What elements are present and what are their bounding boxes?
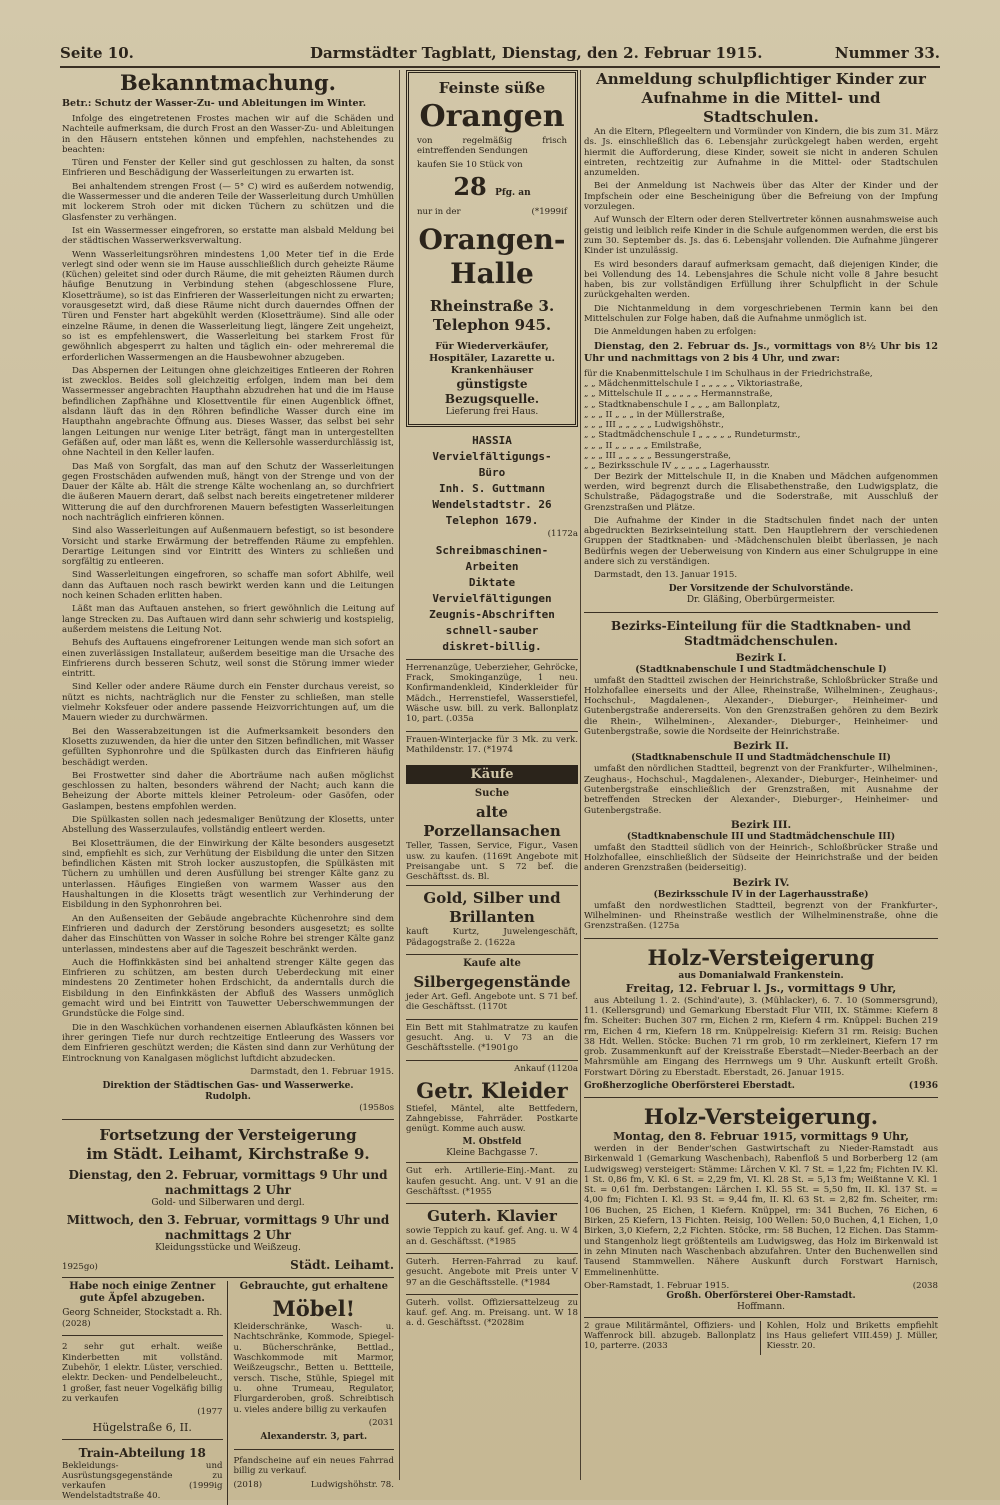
notice-subject: Betr.: Schutz der Wasser-Zu- und Ableitungen im Winter. — [62, 98, 367, 109]
ad-apples-name: Georg Schneider, Stockstadt a. Rh. — [62, 1308, 223, 1319]
ad-clothes-ankauf: Ankauf (1120a — [514, 1063, 578, 1074]
wood-auction-1-title: Holz-Versteigerung — [647, 944, 875, 970]
ad-oranges-resellers: Für Wiederverkäufer, Hospitäler, Lazarette u. Krankenhäuser — [429, 340, 555, 376]
ad-apples-title: Habe noch einige Zentner gute Äpfel abzugeben. — [69, 1281, 216, 1305]
ad-pawn-code: (2018) — [233, 1479, 263, 1490]
ad-oranges-phone: Telephon 945. — [432, 315, 552, 334]
notice-paragraph: Läßt man das Auftauen anstehen, so friert gewöhnlich die Leitung auf lange Strecken zu. Das Auftauen wird dann sehr schwierig und kostspielig, außerdem meistens die Leitung Not. — [62, 604, 394, 635]
school-notice-body — [584, 127, 938, 338]
hassia-line-6: Telephon 1679. — [445, 513, 539, 527]
notice-paragraph: Türen und Fenster der Keller sind gut geschlossen zu halten, da sonst Einfrieren und Beschädigung der Wasserleitungen zu erwarten ist. — [62, 158, 394, 179]
ad-jacket-text: Frauen-Winterjacke für 3 Mk. zu verk. Mathildenstr. 17. (*1974 — [406, 734, 578, 755]
ad-oranges-line3: nur in der — [417, 206, 461, 217]
district-schools: (Stadtknabenschule I und Stadtmädchenschule I) — [635, 664, 887, 675]
ad-gold-text: kauft Kurtz, Juwelengeschäft, Pädagogstraße 2. (1622a — [406, 927, 578, 948]
paper-title-date: Darmstädter Tagblatt, Dienstag, den 2. Februar 1915. — [310, 44, 763, 62]
ad-furniture — [234, 1281, 395, 1505]
district-name: Bezirk II. — [733, 740, 789, 753]
ad-oranges-shop: Orangen-Halle — [418, 222, 566, 290]
ad-silver-pre: Kaufe alte — [463, 958, 521, 970]
notice-code: (1958os — [359, 1103, 394, 1114]
ad-saddle — [406, 1294, 578, 1335]
notice-paragraph: Auch die Hoffinkkästen sind bei anhaltend strenger Kälte gegen das Einfrieren zu schützen, am besten durch Ueberdeckung mit einer mindestens 20 Zentimeter hohen Erdschicht, da anderntalls durch die Eisbildung in den Einfinkkästen der Abfluß des Wassers unmöglich gemacht wird und bei Eintritt von Tauwetter Ueberschwemmungen der Grundstücke die Folge sind. — [62, 957, 394, 1020]
wood-auction-1-code: (1936 — [908, 1081, 938, 1091]
hassia-line-2: Vervielfältigungs- — [432, 449, 552, 463]
ad-furniture-address: Alexanderstr. 3, part. — [260, 1432, 368, 1443]
ad-furniture-pre: Gebrauchte, gut erhaltene — [239, 1281, 388, 1293]
district-text: umfaßt den Stadtteil zwischen der Heinrichstraße, Schloßbrücker Straße und Holzhofallee einerseits und der Allee, Rheinstraße, Wilhelminen-, Zeughaus-, Hochschul-, Magdalenen-, Alexander-, Dieburger-, Heinheimer- und Gutenbergstraße andererseits. Von den Grenzstraßen gehören zu dem Bezirk die Rhein-, Wilhelminen-, Alexander-, Dieburger-, Heinheimer- und Gutenbergstraße, sowie die Nordseite der Heinrichstraße. — [584, 675, 938, 738]
district-title: Bezirks-Einteilung für die Stadtknaben- und Stadtmädchenschulen. — [611, 618, 911, 648]
auction-goods-1: Gold- und Silberwaren und dergl. — [151, 1198, 305, 1209]
notice-signatory: Rudolph. — [205, 1092, 251, 1103]
notice-paragraph: Die Spülkasten sollen nach jedesmaliger Benützung der Klosetts, unter Abstellung des Wasserzulaufes, vollständig entleert werden. — [62, 815, 394, 836]
school-list-item: „ „ „ II „ „ „ in der Müllerstraße, — [584, 409, 725, 420]
ad-oranges-line2: kaufen Sie 10 Stück von — [417, 159, 523, 170]
auction-code: 1925go) — [62, 1262, 98, 1273]
masthead — [60, 44, 940, 66]
school-list-item: „ „ Stadtknabenschule I „ „ „ am Ballonplatz, — [584, 399, 781, 410]
ad-beds-text: 2 sehr gut erhalt. weiße Kinderbetten mit vollständ. Zubehör, 1 elektr. Lüster, verschied. elektr. Decken- und Pendelbeleucht., 1 großer, fast neuer Vogelkäfig billig zu verkaufen — [62, 1342, 223, 1404]
section-kaeufe: Käufe — [406, 765, 578, 784]
page-number: Seite 10. — [60, 44, 134, 62]
ad-beds-address: Hügelstraße 6, II. — [92, 1420, 192, 1434]
ad-suits-text: Herrenanzüge, Ueberzieher, Gehröcke, Frack, Smokinganzüge, 1 neu. Konfirmandenkleid, Kinderkleider für Mädch., Herrenstiefel, Wasserstiefel, Wäsche usw. bill. zu verk. Ballonplatz 10, part. (.035a — [406, 662, 578, 725]
ad-hassia — [406, 433, 578, 655]
ad-coal — [767, 1321, 939, 1355]
ad-oranges-delivery: Lieferung frei Haus. — [445, 406, 539, 417]
wood-auction-2-title: Holz-Versteigerung. — [643, 1104, 879, 1129]
district-schools: (Bezirksschule IV in der Lagerhausstraße) — [653, 889, 869, 900]
ad-clothes — [406, 1060, 578, 1163]
notice-paragraph: Bei den Wasserabzeitungen ist die Aufmerksamkeit besonders den Klosetts zuzuwenden, da hier die unter den Sitzen befindlichen, mit Wasser gefüllten Syphonrohre und die Spülkasten durch das Einfrieren häufig beschädigt werden. — [62, 726, 394, 768]
notice-signature: Direktion der Städtischen Gas- und Wasserwerke. — [102, 1081, 354, 1092]
district-schools: (Stadtknabenschule III und Stadtmädchenschule III) — [626, 831, 896, 842]
column-separator-2 — [580, 70, 581, 1480]
notice-body — [62, 114, 394, 1064]
masthead-rule — [60, 66, 940, 68]
ad-apples-code: (2028) — [62, 1319, 91, 1330]
ad-beds-code: (1977 — [197, 1407, 223, 1418]
school-schedule: Dienstag, den 2. Februar ds. Js., vormittags von 8½ Uhr bis 12 Uhr und nachmittags von 2 bis 4 Uhr, und zwar: — [584, 340, 938, 364]
ad-oranges-title: Orangen — [419, 99, 565, 134]
column-separator-1 — [399, 70, 400, 1480]
ad-piano-text: sowie Teppich zu kauf. gef. Ang. u. W 4 an d. Geschäftsst. (*1985 — [406, 1226, 578, 1247]
school-paragraph: Die Anmeldungen haben zu erfolgen: — [594, 327, 757, 338]
school-notice-date: Darmstadt, den 13. Januar 1915. — [594, 570, 738, 581]
ad-pawn-text: Pfandscheine auf ein neues Fahrrad billig zu verkauf. — [233, 1456, 394, 1477]
notice-paragraph: Bei Klosetträumen, die der Einwirkung der Kälte besonders ausgesetzt sind, empfiehlt es sich, zur Verhütung der Eisbildung die unter den Sitzen befindlichen Kästen mit Stroh locker auszustopfen, die Spülkästen mit Tüchern zu umhüllen und deren Ausfüllung bei strenger Kälte ganz zu unterlassen. Häufiges Eingießen von warmem Wasser aus den Haushaltungen in die Klosetts trägt wesentlich zur Verhinderung der Eisbildung in den Syphonrohren bei. — [62, 838, 394, 911]
auction-signature: Städt. Leihamt. — [290, 1258, 394, 1273]
ad-furniture-text: Kleiderschränke, Wasch- u. Nachtschränke, Kommode, Spiegel- u. Bücherschränke, Bettlad., Waschkommode mit Marmor, Weißzeugschr., Betten u. Bettteile, versch. Tische, Stühle, Spiegel mit u. ohne Trumeau, Regulator, Flurgarderoben, groß. Schreibtisch u. vieles andere billig zu verkaufen — [233, 1322, 394, 1415]
ad-porcelain-pre: Suche — [474, 788, 510, 800]
school-list-item: für die Knabenmittelschule I im Schulhaus in der Friedrichstraße, — [584, 368, 873, 379]
auction-day-2: Mittwoch, den 3. Februar, vormittags 9 Uhr und nachmittags 2 Uhr — [66, 1213, 390, 1243]
school-paragraph: Die Aufnahme der Kinder in die Stadtschulen findet nach der unten abgedruckten Bezirkseinteilung statt. Den Hauptlehrern der verschiedenen Gruppen der Stadtknaben- und -Mädchenschulen bleibt überlassen, je nach Bedürfnis wegen der Ueberweisung von Kindern aus einer Schulgruppe in eine andere sich zu verständigen. — [584, 515, 938, 567]
hassia-line-1: HASSIA — [472, 433, 512, 447]
ad-coal-text: Kohlen, Holz und Briketts empfiehlt ins Haus geliefert VIII.459) J. Müller, Kiesstr. 20. — [766, 1320, 938, 1352]
auction-goods-2: Kleidungsstücke und Weißzeug. — [155, 1243, 301, 1254]
wood-auction-2-sign2: Hoffmann. — [736, 1301, 785, 1312]
ad-porcelain-text: Teller, Tassen, Service, Figur., Vasen usw. zu kaufen. (1169t Angebote mit Preisangabe unt. S 72 bef. die Geschäftsst. ds. Bl. — [406, 841, 578, 883]
ad-clothes-address: Kleine Bachgasse 7. — [446, 1148, 538, 1159]
ad-oranges-cheap: günstigste Bezugsquelle. — [444, 376, 540, 406]
school-notice-title: Anmeldung schulpflichtiger Kinder zur Aufnahme in die Mittel- und Stadtschulen. — [596, 70, 926, 126]
notice-paragraph: Wenn Wasserleitungsröhren mindestens 1,00 Meter tief in die Erde verlegt sind oder wenn sie im Hause ausschließlich durch geheizte Räume (Küchen) geleitet sind oder durch Räume, die mit geheizten Räumen durch häufige Benutzung in Verbindung stehen (abgeschlossene Flure, Klosetträume), so ist das Einfrieren der Wasserleitungen nicht zu erwarten; vorausgesetzt wird, daß diese Räume nicht durch dauerndes Offnen der Türen und Fenster hart abgekühlt werden (Klosetträume). Sind alle oder einzelne Räume, in denen die Wasserleitung liegt, längere Zeit ungeheizt, so ist es empfehlenswert, die Wasserleitung bei starkem Frost für gewöhnlich abgesperrt zu halten und täglich ein- oder mehreremal die erforderlichen Wassermengen an die Hausbewohner abzugeben. — [62, 249, 394, 363]
ad-piano-title: Guterh. Klavier — [427, 1207, 557, 1226]
notice-paragraph: Sind Wasserleitungen eingefroren, so schaffe man sofort Abhilfe, weil dann das Auftauen noch rasch bewirkt werden kann und die Leitungen noch keinen Schaden erlitten haben. — [62, 570, 394, 602]
school-list-item: „ „ Bezirksschule IV „ „ „ „ „ Lagerhausstr. — [584, 461, 770, 472]
ad-furniture-code: (2031 — [368, 1417, 394, 1428]
ad-bed-text: Ein Bett mit Stahlmatratze zu kaufen gesucht. Ang. u. V 73 an die Geschäftsstelle. (*1901go — [406, 1022, 578, 1054]
hassia-line-7: Schreibmaschinen- — [435, 543, 549, 557]
district-name: Bezirk I. — [735, 651, 787, 664]
notice-paragraph: Infolge des eingetretenen Frostes machen wir auf die Schäden und Nachteile aufmerksam, die durch Frost an den Wasser-Zu- und Ableitungen in den Häusern entstehen können und empfehlen, nachstehendes zu beachten: — [62, 114, 394, 155]
district-list — [584, 652, 938, 932]
bottom-ads-row — [584, 1317, 938, 1355]
hassia-line-9: Diktate — [468, 575, 516, 589]
school-paragraph: Bei der Anmeldung ist Nachweis über das Alter der Kinder und der Impfschein oder eine Bescheinigung über die Befreiung von der Impfung vorzulegen. — [584, 181, 938, 213]
district-name: Bezirk III. — [730, 818, 792, 831]
ad-bed — [406, 1019, 578, 1060]
ad-clothes-text: Stiefel, Mäntel, alte Bettfedern, Zahngebisse, Fahrräder. Postkarte genügt. Komme auch ausw. — [406, 1103, 578, 1135]
ad-oranges-price-unit: Pfg. an — [495, 187, 531, 198]
notice-paragraph: Das Maß von Sorgfalt, das man auf den Schutz der Wasserleitungen gegen Frostschäden aufwenden muß, hängt von der Strenge und von der Dauer der Kälte ab. Hält die strenge Kälte wochenlang an, so durchfriert die äußeren Mauern derart, daß selbst nach bereits eingetretener milderer Witterung die auf den durchfrorenen Mauern befestigten Wasserleitungen noch nachträglich einfrieren können. — [62, 461, 394, 523]
ad-silver-title: Silbergegenstände — [413, 973, 571, 992]
ad-furniture-title: Möbel! — [272, 1296, 355, 1322]
district-name: Bezirk IV. — [732, 876, 790, 889]
notice-paragraph: Bei anhaltendem strengen Frost (— 5° C) wird es außerdem notwendig, die Wassermesser und die anderen Teile der Wasserleitung durch Umhüllen mit lockerem Stroh oder mit dicken Tüchern zu schützen und die Glasfenster zu verhängen. — [62, 181, 394, 223]
notice-paragraph: An den Außenseiten der Gebäude angebrachte Küchenrohre sind dem Einfrieren und dadurch der Zerstörung besonders ausgesetzt; es sollte daher das Einschütten von Wasser in solche Rohre bei strenger Kälte ganz unterlassen, mindestens aber auf die Tageszeit beschränkt werden. — [62, 913, 394, 955]
school-paragraph: Es wird besonders darauf aufmerksam gemacht, daß diejenigen Kinder, die bei Vollendung des 14. Lebensjahres die Schule nicht volle 8 Jahre besucht haben, bis zur vollständigen Erfüllung ihrer Schulpflicht in der Schule zurückgehalten werden. — [584, 259, 938, 301]
ad-porcelain-title: alte Porzellansachen — [423, 803, 561, 841]
ad-silver-text: jeder Art. Gefl. Angebote unt. S 71 bef. die Geschäftsst. (1170t — [406, 992, 578, 1013]
hassia-line-11: Zeugnis-Abschriften — [429, 607, 555, 621]
auction-day-1: Dienstag, den 2. Februar, vormittags 9 Uhr und nachmittags 2 Uhr — [68, 1168, 388, 1198]
ad-apples-and-more — [62, 1281, 228, 1505]
ad-oranges-pre: Feinste süße — [438, 79, 546, 97]
school-list — [584, 369, 938, 472]
column-right — [584, 70, 938, 1480]
wood-auction-2-date2: Ober-Ramstadt, 1. Februar 1915. — [584, 1280, 730, 1291]
school-paragraph: Der Bezirk der Mittelschule II, in die Knaben und Mädchen aufgenommen werden, wird begrenzt durch die Elisabethenstraße, den Ludwigsplatz, die Schulstraße, Pädagogstraße und die Soderstraße, mit Ausschluß der Grenzstraßen und Plätze. — [584, 471, 938, 513]
notice-title: Bekanntmachung. — [120, 70, 336, 95]
school-board: Der Vorsitzende der Schulvorstände. — [668, 583, 854, 594]
wood-auction-2-sign: Großh. Oberförsterei Ober-Ramstadt. — [666, 1290, 856, 1301]
school-paragraph: Die Nichtanmeldung in dem vorgeschriebenen Termin kann bei den Mittelschulen zur Folge haben, daß die Aufnahme unmöglich ist. — [584, 303, 938, 325]
ad-silver — [406, 954, 578, 1019]
notice-paragraph: Die in den Waschküchen vorhandenen eisernen Ablaufkästen können bei ihrer geringen Tiefe nur durch rechtzeitige Entleerung des Wassers vor dem Einfrieren geschützt werden; die Kästen sind dann zur Verhütung der Eintrocknung von Kanalgasen möglichst luftdicht abzudecken. — [62, 1022, 394, 1064]
hassia-line-4: Inh. S. Guttmann — [439, 481, 545, 495]
wood-auction-2-date: Montag, den 8. Februar 1915, vormittags 9 Uhr, — [613, 1130, 909, 1143]
ad-artillery-coat — [406, 1162, 578, 1203]
district-text: umfaßt den Stadtteil südlich von der Heinrich-, Schloßbrücker Straße und Holzhofallee, einschließlich der Südseite der Heinrichstraße und der beiden anderen Grenzstraßen (beiderseitig). — [584, 842, 938, 874]
hassia-line-12: schnell-sauber — [445, 623, 539, 637]
school-list-item: „ „ „ III „ „ „ „ „ Ludwigshöhstr., — [584, 420, 724, 431]
school-list-item: „ „ „ III „ „ „ „ „ Bessungerstraße, — [584, 451, 732, 462]
ad-bicycle-text: Guterh. Herren-Fahrrad zu kauf. gesucht. Angebote mit Preis unter V 97 an die Geschäftsstelle. (*1984 — [406, 1256, 578, 1288]
district-text: umfaßt den nördlichen Stadtteil, begrenzt von der Frankfurter-, Wilhelminen-, Zeughaus-, Hochschul-, Magdalenen-, Alexander-, Dieburger-, Heinheimer- und Gutenbergstraße einschließlich der Grenzstraßen, mit Ausnahme der betreffenden Strecken der Alexander-, Dieburger-, Heinheimer- und Gutenbergstraße. — [584, 764, 938, 816]
ad-train-text: Bekleidungs- und Ausrüstungsgegenstände zu verkaufen (1999ig Wendelstadtstraße 40. — [62, 1460, 223, 1502]
district-text: umfaßt den nordwestlichen Stadtteil, begrenzt von der Frankfurter-, Wilhelminen- und Rheinstraße westlich der Wilhelminenstraße, ohne die Grenzstraßen. (1275a — [584, 900, 938, 932]
wood-auction-2-text: werden in der Bender'schen Gastwirtschaft zu Nieder-Ramstadt aus Birkenwald 1 (Gemarkung Waschenbach), Rabenfloß 5 und Borberberg 12 (am Ludwigsweg) versteigert: Stämme: Lärchen V. Kl. 7 St. = 1,22 fm; Fichten IV. Kl. 1 St. 0,86 fm, V. Kl. 6 St. = 2,29 fm, VI. Kl. 28 St. = 5,13 fm; Weißtanne V. Kl. 1 St. = 0,61 fm. Derbstangen: Lärchen I. Kl. 55 St. = 5,50 fm, II. Kl. 137 St. = 4,00 fm; Fichten I. Kl. 93 St. = 9,44 fm, II. Kl. 63 St. = 2,82 fm. Scheiter, rm: 106 Buchen, 25 Eichen, 1 Kiefern. Knüppel, rm: 341 Buchen, 76 Eichen, 6 Birken, 25 Kiefern, 13 Fichten. Reisig, 100 Wellen: 50,0 Buchen, 4,1 Eichen, 1,0 Birken, 3,0 Kiefern, 2,2 Fichten. Stöcke, rm: 58 Buchen, 12 Eichen. Das Stamm- und Stangenholz liegt größtenteils am Ludwigsweg, das Holz im Birkenwald ist in zehn Minuten nach Waschenbach abzufahren. Unter den Buchenwellen sind Tausend Stammwellen. Nähere Auskunft durch Forstwart Harnisch, Emmelinenhütte. — [584, 1144, 938, 1278]
notice-paragraph: Sind also Wasserleitungen auf Außenmauern befestigt, so ist besondere Vorsicht und starke Erwärmung der betreffenden Räume zu empfehlen. Derartige Leitungen sind vor Eintritt des Winters zu schließen und sorgfältig zu entleeren. — [62, 526, 394, 568]
ad-train-title: Train-Abteilung 18 — [78, 1445, 206, 1460]
school-mayor: Dr. Gläßing, Oberbürgermeister. — [686, 594, 836, 605]
ad-oranges-street: Rheinstraße 3. — [429, 296, 555, 315]
auction-title: Fortsetzung der Versteigerung — [99, 1126, 357, 1145]
wood-auction-1-text: aus Abteilung 1. 2. (Schind'aute), 3. (Mühlacker), 6. 7. 10 (Sommersgrund), 11. (Kellersgrund) und Gemarkung Eberstadt Flur VIII, IX. Stämme: Kiefern 8 fm. Scheiter: Buchen 307 rm, Eichen 2 rm, Kiefern 4 rm. Knüppel: Buchen 219 rm, Eichen 4 rm, Kiefern 18 rm. Knüppelreisig: Kiefern 31 rm. Reisig: Buchen 38 Hdt. Wellen. Stöcke: Buchen 71 rm grob, 10 rm zerkleinert, Kiefern 17 rm grob. Zusammenkunft auf der Kreisstraße Eberstadt—Nieder-Beerbach an der Mahrsmühle am Eingang des Herrnwegs um 9 Uhr. Auskunft erteilt Großh. Forstwart Döring zu Eberstadt. Eberstadt, 26. Januar 1915. — [584, 995, 938, 1078]
ad-oranges-price: 28 — [453, 171, 487, 201]
column-middle — [406, 70, 578, 1480]
ad-saddle-text: Guterh. vollst. Offiziersattelzeug zu kauf. gef. Ang. m. Preisang. unt. W 18 a. d. Geschäftsst. (*2028im — [406, 1297, 578, 1329]
ad-oranges-line1: von regelmäßig frisch eintreffenden Sendungen — [417, 136, 567, 157]
ad-artillery-text: Gut erh. Artillerie-Einj.-Mant. zu kaufen gesucht. Ang. unt. V 91 an die Geschäftsst. (*1955 — [406, 1166, 578, 1198]
ad-pawn-address: Ludwigshöhstr. 78. — [310, 1479, 394, 1490]
auction-place: im Städt. Leihamt, Kirchstraße 9. — [86, 1145, 370, 1164]
notice-paragraph: Bei Frostwetter sind daher die Aborträume nach außen möglichst geschlossen zu halten, besonders während der Nacht; auch kann die Beheizung der Aborte mittels kleiner Petroleum- oder Gasöfen, oder Gaslampen, bestens empfohlen werden. — [62, 770, 394, 812]
ad-gold — [406, 885, 578, 954]
notice-paragraph: Behufs des Auftauens eingefrorener Leitungen wende man sich sofort an einen zuverlässigen Installateur, außerdem beseitige man die Ursache des Einfrierens durch besseren Schutz, weil sonst die Störung immer wieder eintritt. — [62, 638, 394, 680]
hassia-line-3: Büro — [478, 465, 506, 479]
hassia-line-10: Vervielfältigungen — [432, 591, 552, 605]
school-paragraph: Auf Wunsch der Eltern oder deren Stellvertreter können ausnahmsweise auch geistig und leiblich reife Kinder in die Schule aufgenommen werden, die erst bis zum 30. September ds. Js. das 6. Lebensjahr vollenden. Die Aufnahme jüngerer Kinder ist unzulässig. — [584, 215, 938, 257]
wood-auction-1-date: Freitag, 12. Februar l. Js., vormittags 9 Uhr, — [625, 981, 897, 995]
school-list-item: „ „ Stadtmädchenschule I „ „ „ „ „ Rundeturmstr., — [584, 430, 801, 441]
ad-oranges-box — [406, 70, 578, 427]
hassia-line-8: Arbeiten — [465, 559, 519, 573]
ad-clothes-name: M. Obstfeld — [462, 1137, 522, 1148]
wood-auction-2-code: (2038 — [912, 1280, 938, 1291]
notice-paragraph: Sind Keller oder andere Räume durch ein Fenster durchaus vereist, so nützt es nichts, nachträglich nur die Fenster zu schließen, man stelle vielmehr Koksfeuer oder andere passende Heizvorrichtungen auf, um die Mauern wieder zu durchwärmen. — [62, 682, 394, 724]
hassia-line-5: Wendelstadtstr. 26 — [432, 497, 552, 511]
notice-paragraph: Ist ein Wassermesser eingefroren, so erstatte man alsbald Meldung bei der städtischen Wasserwerksverwaltung. — [62, 225, 394, 247]
wood-auction-1-sub: aus Domanialwald Frankenstein. — [678, 970, 844, 981]
ad-oranges-code: (*1999if — [531, 206, 567, 217]
ad-gold-title: Gold, Silber und Brillanten — [423, 889, 561, 927]
district-schools: (Stadtknabenschule II und Stadtmädchenschule II) — [631, 753, 891, 764]
notice-paragraph: Das Abspernen der Leitungen ohne gleichzeitiges Entleeren der Rohren ist zwecklos. Beides soll gleichzeitig erfolgen, indem man bei dem Wassermesser angebrachten Haupthahn abzudrehen hat und die im Hause befindlichen Zapfhähne und Klosettventile für einen Augenblick öffnet, alsdann läuft das in den Röhren befindliche Wasser durch eine im Haupthahn angebrachte Öffnung aus. Dieses Wasser, das selbst bei sehr langen Leitungen nur wenige Liter beträgt, fängt man in untergestellten Gefäßen auf, oder man läßt es, wenn die Kellersohle wasserdurchlässig ist, ohne Nachteil in den Keller laufen. — [62, 365, 394, 459]
ad-suits — [406, 659, 578, 731]
ad-clothes-title: Getr. Kleider — [416, 1077, 568, 1103]
hassia-line-13: diskret-billig. — [442, 639, 542, 653]
ad-bicycle — [406, 1253, 578, 1294]
hassia-code: (1172a — [547, 528, 578, 539]
school-paragraph: An die Eltern, Pflegeeltern und Vormünder von Kindern, die bis zum 31. März ds. Js. einschließlich das 6. Lebensjahr zurückgelegt haben werden, ergeht hiermit die Aufforderung, diese Kinder, soweit sie nicht in anderen Schulen eintreten, rechtzeitig zur Aufnahme in die Mittel- oder Stadtschulen anzumelden. — [584, 127, 938, 179]
school-list-item: „ „ „ II „ „ „ „ „ Emilstraße, — [584, 440, 702, 451]
ad-military-text: 2 graue Militärmäntel, Offiziers- und Waffenrock bill. abzugeb. Ballonplatz 10, parterre. (2033 — [584, 1320, 756, 1352]
ad-piano — [406, 1203, 578, 1253]
school-list-item: „ „ Mittelschule II „ „ „ „ „ Hermannstraße, — [584, 389, 773, 400]
school-list-item: „ „ Mädchenmittelschule I „ „ „ „ „ Viktoriastraße, — [584, 378, 803, 389]
small-ads-row — [62, 1277, 394, 1505]
issue-number: Nummer 33. — [834, 44, 940, 62]
school-notice-body-2 — [584, 472, 938, 568]
ad-military-coats — [584, 1321, 761, 1355]
notice-date: Darmstadt, den 1. Februar 1915. — [250, 1066, 394, 1077]
wood-auction-1-sign: Großherzogliche Oberförsterei Eberstadt. — [584, 1081, 795, 1091]
column-left — [62, 70, 394, 1502]
ad-jacket — [406, 731, 578, 762]
